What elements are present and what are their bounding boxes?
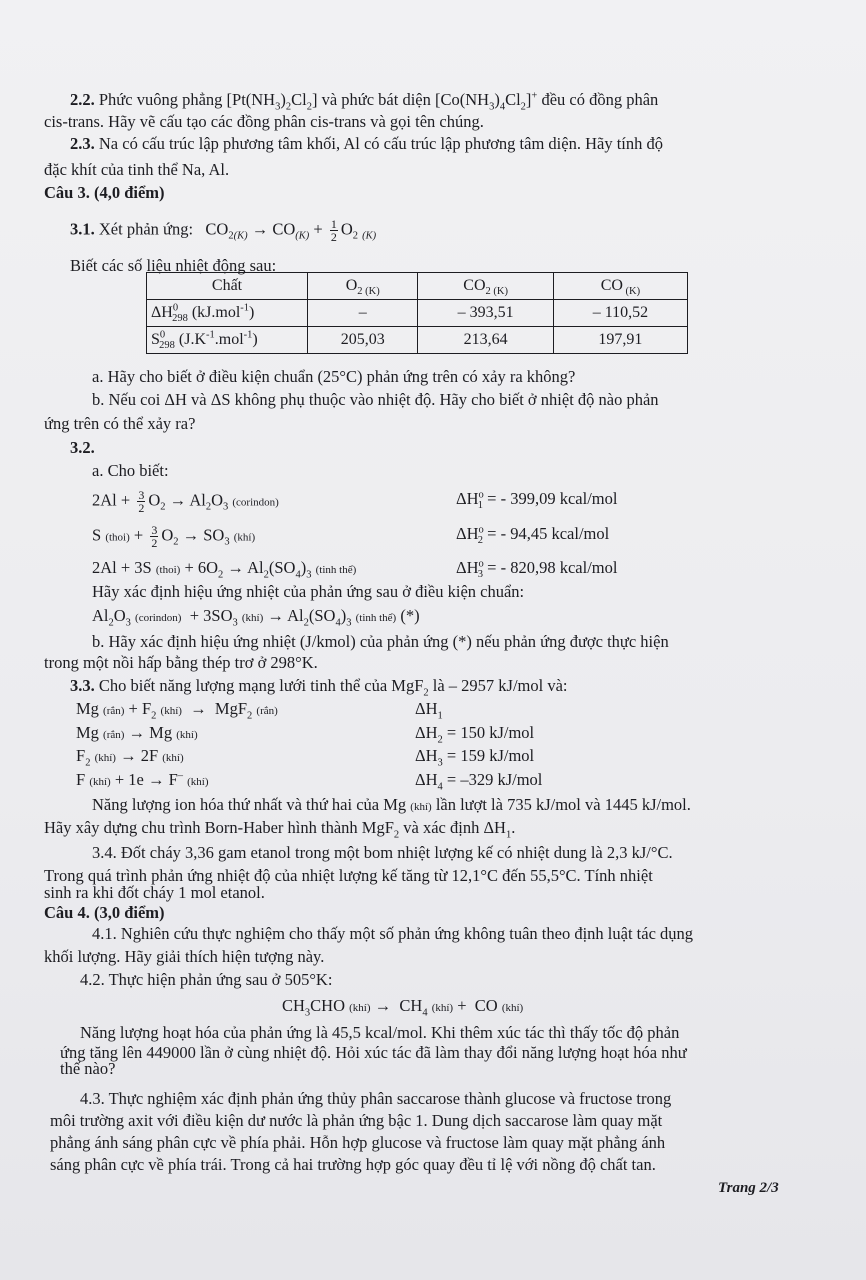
question-4-2-line4: thế nào? [60,1059,116,1078]
target-reaction: $Al_2O_3$ (corindon) + $3SO_3$ (khí) → $Al_2(SO_4)_3$ (tinh thể) (*) [92,606,420,629]
question-3-2b-line1: b. Hãy xác định hiệu ứng nhiệt (J/kmol) của phản ứng (*) nếu phản ứng được thực hiện [92,632,669,651]
born-haber-dh3: $\Delta H_3 = 159$ kJ/mol [415,746,535,769]
question-4-title: Câu 4. (3,0 điểm) [44,903,165,922]
question-3-3-line3: Hãy xây dựng chu trình Born-Haber hình thành MgF$_2$ và xác định $\Delta H_1$. [44,818,516,841]
question-4-3-line1: 4.3. Thực nghiệm xác định phản ứng thủy phân saccarose thành glucose và fructose trong [80,1089,672,1108]
header-cell: $CO_{2 (K)}$ [418,273,553,300]
question-3-2-ask: Hãy xác định hiệu ứng nhiệt của phản ứng sau ở điều kiện chuẩn: [92,582,525,601]
header-cell: $O_{2 (K)}$ [308,273,418,300]
question-3-1b-line1: b. Nếu coi ΔH và ΔS không phụ thuộc vào nhiệt độ. Hãy cho biết ở nhiệt độ nào phản [92,390,659,409]
page-number: Trang 2/3 [718,1180,779,1196]
paragraph-2-2-line1: 2.2. Phức vuông phẳng $[Pt(NH_3)_2Cl_2]$ và phức bát diện $[Co(NH_3)_4Cl_2]^+$ đều có đồng phân [70,90,659,113]
question-4-3-line2: môi trường axit với điều kiện dư nước là phản ứng bậc 1. Dung dịch saccarose làm quay mặt [50,1111,663,1130]
question-4-1-line2: khối lượng. Hãy giải thích hiện tượng này. [44,947,325,966]
born-haber-step-1: Mg (rắn) + $F_2$ (khí) → MgF$_2$ (rắn) [76,699,278,722]
born-haber-dh4: $\Delta H_4 = -329$ kJ/mol [415,770,543,793]
header-cell: CO $_{(K)}$ [553,273,687,300]
question-3-1a: a. Hãy cho biết ở điều kiện chuẩn (25°C) phản ứng trên có xảy ra không? [92,367,576,386]
table-row [147,327,688,354]
question-4-1-line1: 4.1. Nghiên cứu thực nghiệm cho thấy một số phản ứng không tuân theo định luật tác dụng [92,924,694,943]
reaction-4-2: $CH_3CHO$ (khí) → $CH_4$ (khí) + CO (khí) [282,996,524,1019]
question-4-3-line3: phẳng ánh sáng phân cực về phía phải. Hỗn hợp glucose và fructose làm quay mặt phẳng ánh [50,1133,666,1152]
question-3-2b-line2: trong một nồi hấp bằng thép trơ ở 298°K. [44,653,318,672]
reaction-3-1: 3.1. Xét phản ứng: $CO_{2(K)} \to CO_{(K)}$ + $\frac{1}{2}$ $O_2$ $_{(K)}$ [70,217,377,244]
table-header-row [147,273,688,300]
enthalpy-3: $\Delta H^o_3$ = - 820,98 kcal/mol [456,558,618,581]
born-haber-step-3: $F_2$ (khí) → 2F (khí) [76,746,184,769]
paragraph-2-2-line2: cis-trans. Hãy vẽ cấu tạo các đồng phân cis-trans và gọi tên chúng. [44,112,484,131]
question-3-4-line1: 3.4. Đốt cháy 3,36 gam etanol trong một bom nhiệt lượng kế có nhiệt dung là 2,3 kJ/°C. [92,843,673,862]
born-haber-dh1: $\Delta H_1$ [415,699,443,722]
born-haber-step-2: Mg (rắn) → Mg (khí) [76,723,198,742]
question-3-2a-intro: a. Cho biết: [92,461,169,480]
question-4-2-line3: ứng tăng lên 449000 lần ở cùng nhiệt độ. Hỏi xúc tác đã làm thay đổi năng lượng hoạt hóa như [60,1043,687,1062]
question-3-title: Câu 3. (4,0 điểm) [44,183,165,202]
question-4-2-line1: 4.2. Thực hiện phản ứng sau ở 505°K: [80,970,333,989]
row-label: $S^0_{298}$ $(J.K^{-1}.mol^{-1})$ [147,327,308,354]
table-row [147,300,688,327]
row-label: $\Delta H^0_{298}$ (kJ.mol$^{-1}$) [147,300,308,327]
header-cell: Chất [147,273,308,300]
table-cell: – [308,300,418,327]
equation-3: 2Al + 3S (thoi) + $6O_2 \to Al_2(SO_4)_3$ (tinh thể) [92,558,357,581]
enthalpy-1: $\Delta H^o_1$ = - 399,09 kcal/mol [456,489,618,512]
equation-2: S (thoi) + $\frac{3}{2}$ $O_2 \to SO_3$ (khí) [92,523,256,550]
table-cell: 213,64 [418,327,553,354]
paragraph-2-3-line2: đặc khít của tinh thể Na, Al. [44,160,230,179]
table-cell: 197,91 [553,327,687,354]
question-3-3-line2: Năng lượng ion hóa thứ nhất và thứ hai của Mg (khí) lần lượt là 735 kJ/mol và 1445 kJ/mol. [92,795,691,814]
section-3-2-number: 3.2. [70,438,95,457]
table-cell: – 393,51 [418,300,553,327]
question-3-3-line1: 3.3. Cho biết năng lượng mạng lưới tinh thể của MgF$_2$ là – 2957 kJ/mol và: [70,676,568,699]
question-4-3-line4: sáng phân cực về phía trái. Trong cả hai trường hợp góc quay đều tỉ lệ với nồng độ chất tan. [50,1155,656,1174]
thermo-data-table [146,272,688,354]
table-intro: Biết các số liệu nhiệt động sau: [70,256,277,275]
question-3-1b-line2: ứng trên có thể xảy ra? [44,414,196,433]
table-cell: – 110,52 [553,300,687,327]
table-cell: 205,03 [308,327,418,354]
born-haber-dh2: $\Delta H_2 = 150$ kJ/mol [415,723,535,746]
equation-1: 2Al + $\frac{3}{2}$ $O_2 \to Al_2O_3$ (corindon) [92,488,279,515]
question-3-4-line3: sinh ra khi đốt cháy 1 mol etanol. [44,883,265,902]
enthalpy-2: $\Delta H^o_2$ = - 94,45 kcal/mol [456,524,610,547]
question-3-4-line2: Trong quá trình phản ứng nhiệt độ của nhiệt lượng kế tăng từ 12,1°C đến 55,5°C. Tính nhiệt [44,866,653,885]
paragraph-2-3-line1: 2.3. Na có cấu trúc lập phương tâm khối, Al có cấu trúc lập phương tâm diện. Hãy tính độ [70,134,663,153]
question-4-2-line2: Năng lượng hoạt hóa của phản ứng là 45,5 kcal/mol. Khi thêm xúc tác thì thấy tốc độ phản [80,1023,680,1042]
born-haber-step-4: F (khí) + 1e → F– (khí) [76,770,209,789]
